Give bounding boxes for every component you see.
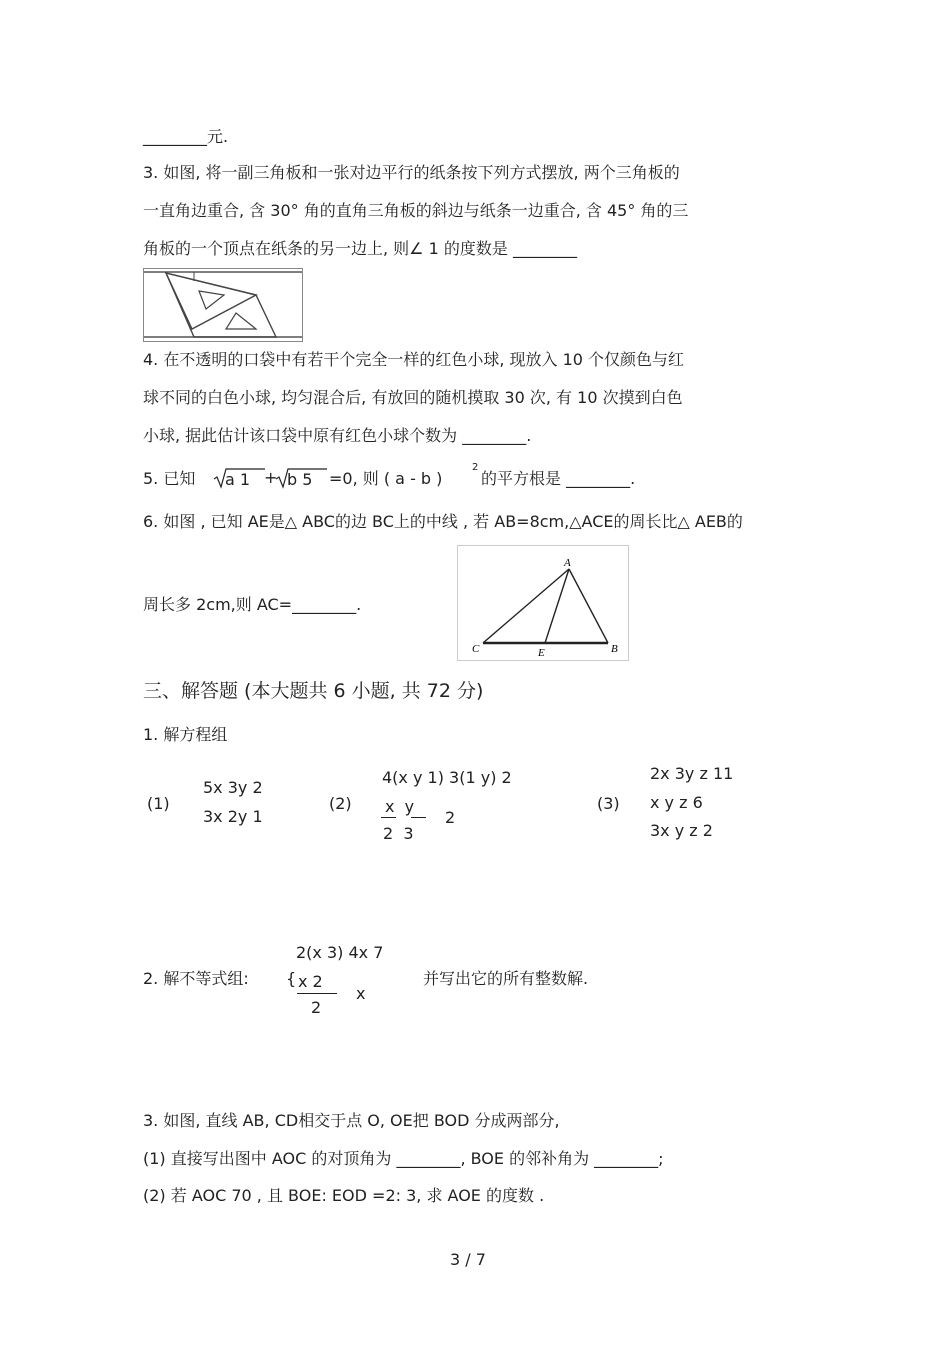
p1-s2-fraction-bar-1	[381, 817, 396, 818]
p3-line3: (2) 若 AOC 70 , 且 BOE: EOD =2: 3, 求 AOE 的度数 .	[143, 1186, 545, 1205]
p2-fraction-bar	[297, 993, 337, 994]
prev-question-tail: ________元.	[143, 127, 229, 146]
p3-line2: (1) 直接写出图中 AOC 的对顶角为 ________, BOE 的邻补角为 ________;	[143, 1149, 664, 1168]
q5-radicand-2: b 5	[287, 470, 313, 489]
p2-rhs: x	[356, 984, 366, 1003]
p1-s1-row1: 5x 3y 2	[203, 778, 263, 797]
label-b: B	[611, 643, 618, 655]
p2-suffix: 并写出它的所有整数解.	[423, 969, 589, 988]
p1-s2-row1: 4(x y 1) 3(1 y) 2	[382, 768, 512, 787]
p1-title: 1. 解方程组	[143, 725, 228, 744]
q4-line2: 球不同的白色小球, 均匀混合后, 有放回的随机摸取 30 次, 有 10 次摸到白色	[143, 388, 683, 407]
q5-superscript: 2	[472, 462, 479, 473]
p2-brace: {	[286, 969, 297, 988]
label-e: E	[538, 647, 545, 659]
p1-s2-rhs: 2	[445, 808, 456, 827]
q5-radicand-1: a 1	[225, 470, 251, 489]
p1-s2-label: (2)	[329, 794, 352, 813]
q4-line3: 小球, 据此估计该口袋中原有红色小球个数为 ________.	[143, 426, 532, 445]
q3-line1: 3. 如图, 将一副三角板和一张对边平行的纸条按下列方式摆放, 两个三角板的	[143, 163, 680, 182]
p2-prefix: 2. 解不等式组:	[143, 969, 249, 988]
q6-triangle-figure	[457, 545, 629, 661]
p1-s3-label: (3)	[597, 794, 620, 813]
p1-s3-row1: 2x 3y z 11	[650, 764, 734, 783]
p1-s2-numerators: x y	[385, 797, 415, 816]
p2-row1: 2(x 3) 4x 7	[296, 943, 384, 962]
label-a: A	[564, 557, 571, 569]
label-c: C	[472, 643, 480, 655]
q5-plus: +	[264, 468, 278, 487]
q3-line2: 一直角边重合, 含 30° 角的直角三角板的斜边与纸条一边重合, 含 45° 角的三	[143, 201, 689, 220]
p1-s1-row2: 3x 2y 1	[203, 807, 263, 826]
section-3-title: 三、解答题 (本大题共 6 小题, 共 72 分)	[143, 680, 484, 702]
q4-line1: 4. 在不透明的口袋中有若干个完全一样的红色小球, 现放入 10 个仅颜色与红	[143, 350, 685, 369]
p1-s2-denominators: 2 3	[383, 824, 414, 843]
p1-s2-fraction-bar-2	[411, 817, 426, 818]
p1-s1-label: (1)	[147, 794, 170, 813]
p1-s3-row2: x y z 6	[650, 793, 703, 812]
q3-triangle-ruler-figure	[143, 268, 303, 342]
q6-line2: 周长多 2cm,则 AC=________.	[143, 595, 362, 614]
p2-numerator: x 2	[298, 972, 323, 991]
q6-line1: 6. 如图 , 已知 AE是△ ABC的边 BC上的中线 , 若 AB=8cm,△ACE的周长比△ AEB的	[143, 512, 743, 531]
p1-s3-row3: 3x y z 2	[650, 821, 713, 840]
q3-line3: 角板的一个顶点在纸条的另一边上, 则∠ 1 的度数是 ________	[143, 239, 577, 258]
page-number: 3 / 7	[450, 1250, 486, 1269]
q5-suffix: 的平方根是 ________.	[481, 469, 636, 488]
q5-prefix: 5. 已知	[143, 469, 196, 488]
p2-denominator: 2	[311, 998, 322, 1017]
p3-line1: 3. 如图, 直线 AB, CD相交于点 O, OE把 BOD 分成两部分,	[143, 1111, 560, 1130]
q5-equation: =0, 则 ( a - b )	[329, 469, 448, 488]
